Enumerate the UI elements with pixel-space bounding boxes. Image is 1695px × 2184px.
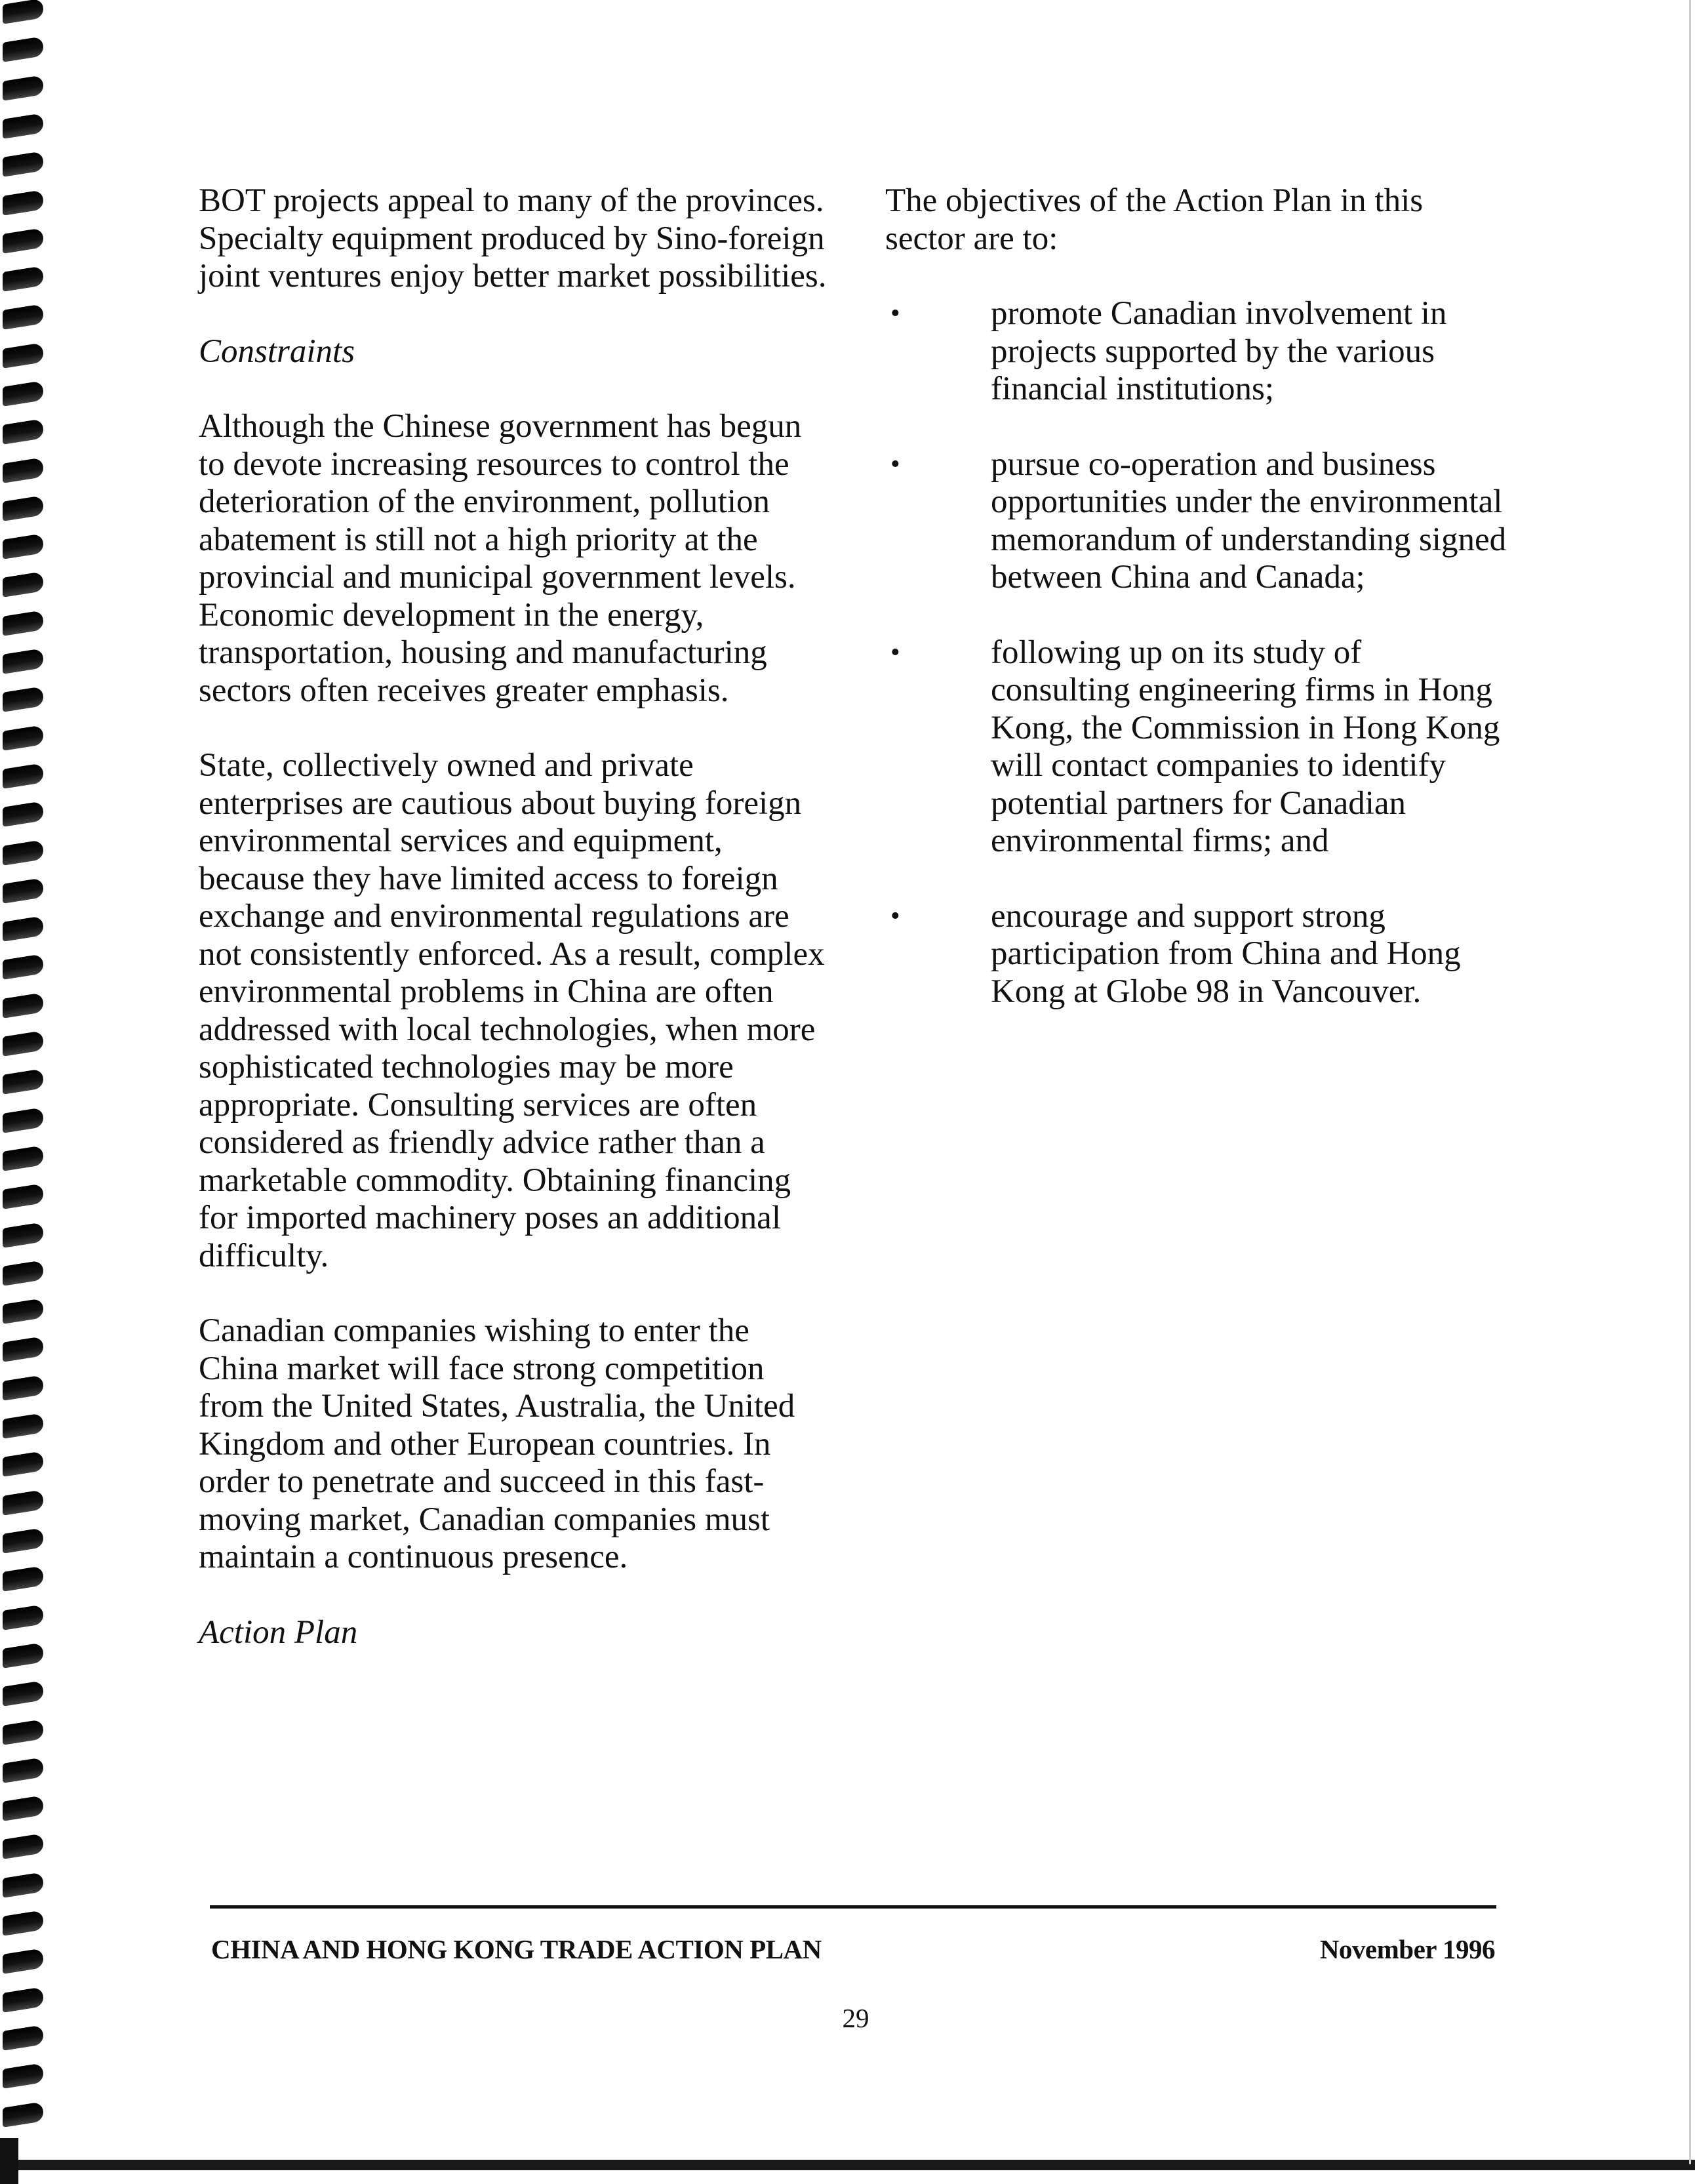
binding-coil: [3, 1183, 43, 1209]
binding-coil: [3, 648, 43, 674]
binding-coil: [3, 1030, 43, 1057]
objective-text: promote Canadian involvement in projects supported by the various financial institutions;: [991, 295, 1447, 407]
binding-coil: [3, 1987, 43, 2013]
objective-text: following up on its study of consulting engineering firms in Hong Kong, the Commission in Hong Kong will contact companies to identify potential partners for Canadian environmental firms; and: [991, 634, 1500, 859]
objective-item: [885, 898, 1508, 1011]
binding-coil: [3, 495, 43, 521]
objective-text: pursue co-operation and business opportunities under the environmental memorandum of understanding signed between China and Canada;: [991, 445, 1507, 596]
binding-coil: [3, 1298, 43, 1324]
binding-coil: [3, 151, 43, 177]
page-right-edge: [1689, 0, 1691, 2164]
binding-coil: [3, 1566, 43, 1592]
binding-coil: [3, 1795, 43, 1821]
bullet-icon: •: [890, 900, 900, 931]
binding-coil: [3, 763, 43, 789]
binding-coil: [3, 113, 43, 139]
paragraph-canadian-competition: Canadian companies wishing to enter the China market will face strong competition from the United States, Australia, the United Kingdom and other European countries. In order to penetrate and succeed in this fast-moving market, Canadian companies must maintain a continuous presence.: [199, 1312, 795, 1575]
binding-coil: [3, 1451, 43, 1477]
binding-coil: [3, 533, 43, 559]
binding-coil: [3, 1375, 43, 1401]
bullet-icon: •: [890, 449, 900, 479]
footer-divider: [210, 1905, 1496, 1909]
objective-item: [885, 634, 1508, 860]
page-number: 29: [842, 2003, 869, 2033]
objectives-intro: The objectives of the Action Plan in this sector are to:: [885, 182, 1424, 257]
binding-coil: [3, 954, 43, 980]
binding-coil: [3, 686, 43, 712]
binding-coil: [3, 1222, 43, 1248]
binding-coil: [3, 571, 43, 597]
heading-constraints: Constraints: [199, 333, 355, 370]
binding-coil: [3, 1872, 43, 1898]
binding-coil: [3, 266, 43, 292]
binding-coil: [3, 1757, 43, 1783]
binding-coil: [3, 2025, 43, 2051]
binding-coil: [3, 1489, 43, 1516]
binding-coil: [3, 342, 43, 369]
binding-coil: [3, 1068, 43, 1095]
binding-coil: [3, 610, 43, 636]
binding-coil: [3, 992, 43, 1019]
binding-coil: [3, 725, 43, 751]
bullet-icon: •: [890, 298, 900, 329]
spiral-binding: [0, 0, 52, 2158]
binding-coil: [3, 2063, 43, 2089]
binding-coil: [3, 1719, 43, 1745]
binding-coil: [3, 304, 43, 330]
binding-coil: [3, 457, 43, 483]
binding-coil: [3, 1260, 43, 1286]
binding-coil: [3, 1413, 43, 1439]
paragraph-government-resources: Although the Chinese government has begun to devote increasing resources to control the deterioration of the environment, pollution abatement is still not a high priority at the provincial and municipal government levels. Economic development in the energy, transportation, housing and manufacturing sectors often receives greater emphasis.: [199, 408, 802, 709]
binding-coil: [3, 1833, 43, 1859]
binding-coil: [3, 228, 43, 254]
binding-coil: [3, 1336, 43, 1362]
binding-coil: [3, 380, 43, 407]
binding-coil: [3, 1604, 43, 1630]
page-corner-edge: [0, 2138, 18, 2184]
binding-coil: [3, 2101, 43, 2128]
binding-coil: [3, 75, 43, 101]
binding-coil: [3, 418, 43, 445]
footer-title: CHINA AND HONG KONG TRADE ACTION PLAN: [211, 1934, 822, 1964]
objective-text: encourage and support strong participation from China and Hong Kong at Globe 98 in Vancouver.: [991, 897, 1461, 1010]
binding-coil: [3, 839, 43, 866]
binding-coil: [3, 1527, 43, 1554]
left-column: [199, 182, 828, 1689]
binding-coil: [3, 1642, 43, 1668]
binding-coil: [3, 1680, 43, 1707]
binding-coil: [3, 190, 43, 216]
objective-item: [885, 295, 1508, 409]
binding-coil: [3, 1948, 43, 1974]
binding-coil: [3, 1910, 43, 1936]
footer-date: November 1996: [1319, 1934, 1495, 1964]
binding-coil: [3, 916, 43, 942]
binding-coil: [3, 0, 43, 24]
page-bottom-edge: [0, 2160, 1695, 2170]
objective-item: [885, 446, 1508, 597]
objectives-list: [885, 295, 1508, 1011]
bullet-icon: •: [890, 637, 900, 668]
heading-action-plan: Action Plan: [199, 1613, 358, 1651]
binding-coil: [3, 801, 43, 827]
paragraph-bot-projects: BOT projects appeal to many of the provinces. Specialty equipment produced by Sino-foreign joint ventures enjoy better market possibilities.: [199, 182, 827, 294]
binding-coil: [3, 36, 43, 62]
binding-coil: [3, 878, 43, 904]
paragraph-enterprises-cautious: State, collectively owned and private enterprises are cautious about buying foreign environmental services and equipment, because they have limited access to foreign exchange and environmental regulations are not consistently enforced. As a result, complex environmental problems in China are often addressed with local technologies, when more sophisticated technologies may be more appropriate. Consulting services are often considered as friendly advice rather than a marketable commodity. Obtaining financing for imported machinery poses an additional difficulty.: [199, 747, 825, 1274]
right-column: [885, 182, 1508, 1048]
binding-coil: [3, 1145, 43, 1171]
binding-coil: [3, 1107, 43, 1133]
